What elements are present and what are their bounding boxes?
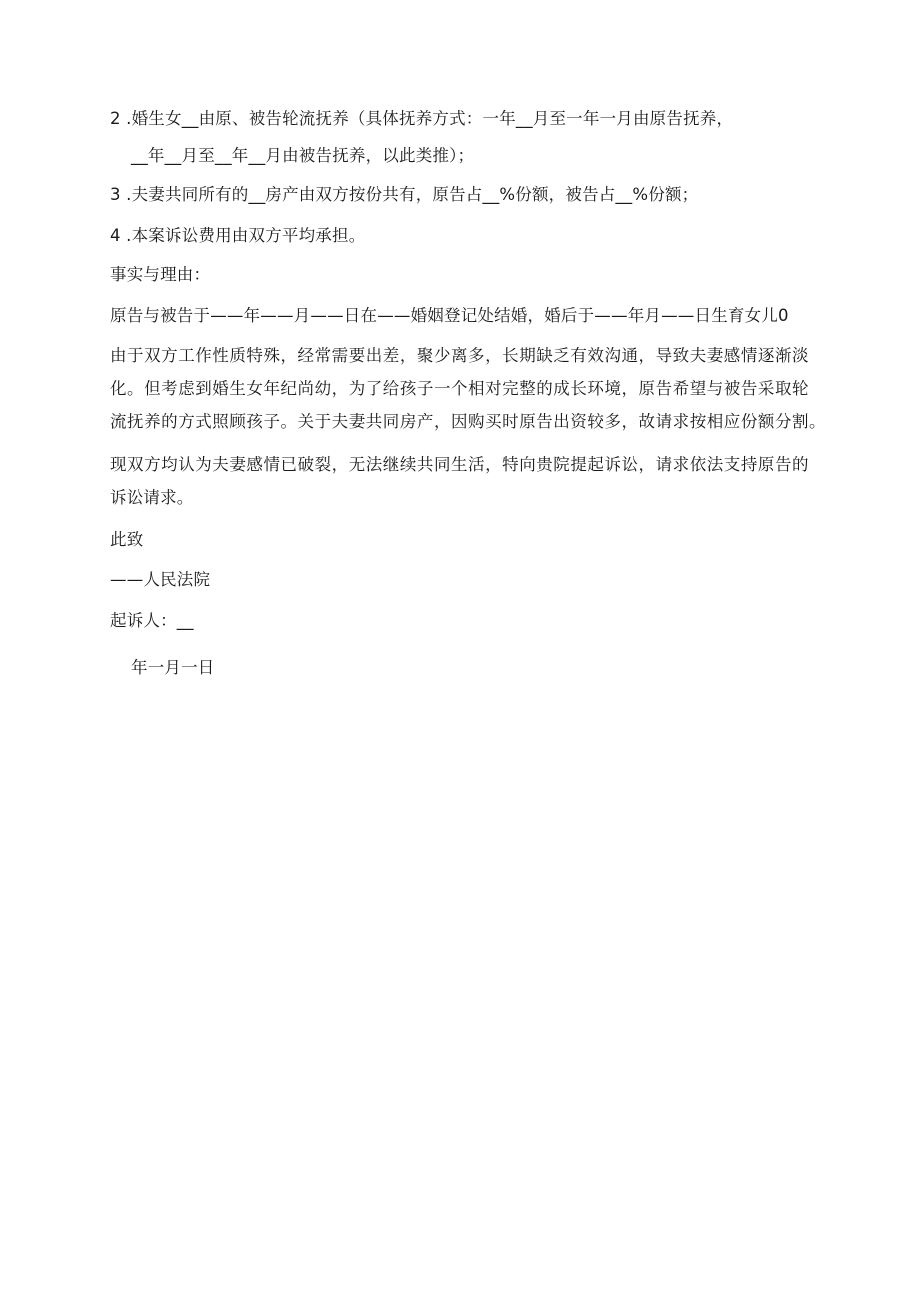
court-name: ——人民法院 — [110, 570, 211, 589]
request-line-2: 诉讼请求。 — [110, 488, 194, 507]
claim-item-3: 3 .夫妻共同所有的__房产由双方按份共有，原告占__%份额，被告占__%份额； — [110, 185, 699, 204]
claim-item-2-line-1: 2 .婚生女__由原、被告轮流抚养（具体抚养方式：一年__月至一年一月由原告抚养， — [110, 109, 734, 128]
request-line-1: 现双方均认为夫妻感情已破裂，无法继续共同生活，特向贵院提起诉讼，请求依法支持原告的 — [110, 455, 810, 474]
signature-date: 年一月一日 — [131, 658, 215, 677]
claim-item-2-line-2: __年__月至__年__月由被告抚养，以此类推）； — [131, 146, 475, 165]
salutation: 此致 — [110, 530, 144, 549]
reason-line-1: 由于双方工作性质特殊，经常需要出差，聚少离多，长期缺乏有效沟通，导致夫妻感情逐渐淡 — [110, 346, 810, 365]
plaintiff-signature: 起诉人：__ — [110, 611, 194, 630]
claim-item-4: 4 .本案诉讼费用由双方平均承担。 — [110, 226, 366, 245]
reason-line-3: 流抚养的方式照顾孩子。关于夫妻共同房产，因购买时原告出资较多，故请求按相应份额分割。 — [110, 412, 827, 431]
facts-heading: 事实与理由： — [110, 265, 211, 284]
facts-marriage-paragraph: 原告与被告于——年——月——日在——婚姻登记处结婚，婚后于——年月——日生育女儿0 — [110, 306, 789, 325]
reason-line-2: 化。但考虑到婚生女年纪尚幼，为了给孩子一个相对完整的成长环境，原告希望与被告采取轮 — [110, 379, 810, 398]
